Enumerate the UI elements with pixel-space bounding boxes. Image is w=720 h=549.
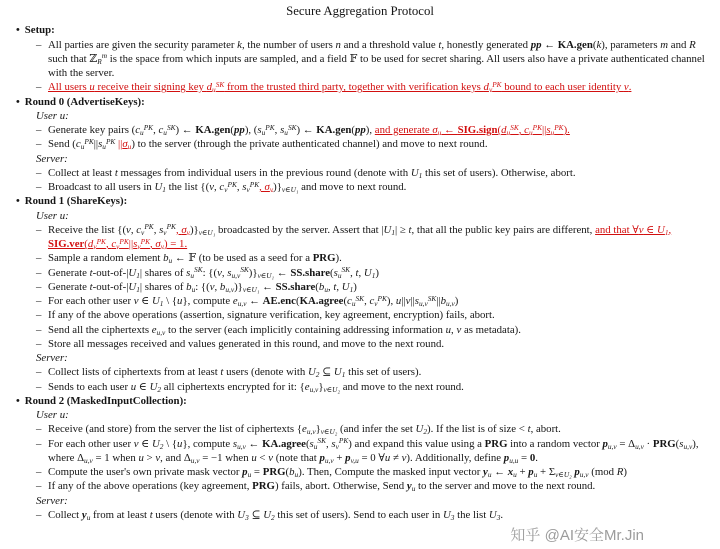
section-heading (7, 23, 713, 37)
protocol-step: – Send ($c_u^{PK}||s_u^{PK}$ $||\sigma_u$) to the server (through the private authenticated channel) and move to next round. (36, 136, 488, 152)
protocol-step: – Broadcast to all users in $U_1$ the list {(v, $c_v^{PK}$, $s_v^{PK}$, $\sigma_v)\}_{v\in U_1}$ and move to next round. (36, 179, 407, 195)
protocol-step: – Generate $t-out-of-|U_1|$ shares of $s_u^{SK}$: {(v, $s_{u,v}^{SK})\}_{v\in U_1}$ ← $SS.share(s_u^{SK}$, t, $U_1$) (36, 265, 379, 280)
protocol-step: – Collect $y_u$ from at least t users (denote with $U_3$ ⊆ $U_2$ this set of users). Send to each user in $U_3$ the list $U_3$. (36, 508, 504, 522)
protocol-section-0 (7, 23, 713, 94)
protocol-step: – Generate $t-out-of-|U_1|$ shares of $b_u$: {(v, $b_{u,v})\}_{v\in U_1}$ ← $SS.share(b_u$, t, $U_1$) (36, 280, 357, 294)
role-label: User u: (36, 209, 69, 222)
role-label: User u: (36, 409, 69, 421)
protocol-step: – If any of the above operations (key agreement, PRG) fails, abort. Otherwise, Send $y_u$ to the server and move to the next round. (36, 480, 596, 494)
section-heading (7, 194, 713, 208)
dash-marker: – (36, 280, 42, 293)
dash-marker: – (36, 508, 42, 521)
bullet-icon: • (16, 24, 20, 37)
protocol-step: – Sends to each user u ∈ $U_2$ all ciphertexts encrypted for it: $\{e_{u,v}\}_{v\in U_2}$ and move to the next round. (36, 380, 464, 394)
role-label: Server: (36, 152, 68, 165)
document-title: Secure Aggregation Protocol (286, 4, 434, 18)
dash-marker: – (36, 138, 42, 151)
bullet-icon: • (16, 195, 20, 208)
section-title: Round 2 (MaskedInputCollection): (24, 394, 187, 407)
protocol-step: – Send all the ciphertexts $e_{u,v}$ to the server (each implicitly containing addressing information u, v as metadata). (36, 323, 521, 337)
protocol-section-3 (7, 394, 713, 522)
role-label: Server: (36, 494, 68, 507)
protocol-step: – Collect at least t messages from individual users in the previous round (denote with $U_1$ this set of users). Otherwise, abort. (36, 166, 576, 180)
protocol-step: – If any of the above operations (assertion, signature verification, key agreement, encryption) fails, abort. (36, 309, 495, 322)
dash-marker: – (36, 81, 42, 94)
section-title: Round 1 (ShareKeys): (24, 195, 128, 208)
protocol-step: – Compute the user's own private mask vector $p_u = PRG(b_u)$. Then, Compute the masked input vector $y_u$ ← $x_u + p_u + \Sigma_{v\in U_2}$ $p_{u,v}$ (mod R) (36, 466, 627, 480)
protocol-step: – Collect lists of ciphertexts from at least t users (denote with $U_2$ ⊆ $U_1$ this set of users). (36, 366, 422, 380)
dash-marker: – (36, 366, 42, 379)
dash-marker: – (36, 166, 42, 179)
role-label: User u: (36, 109, 69, 122)
protocol-step: – Sample a random element $b_u$ ← 𝔽 (to be used as a seed for a PRG). (36, 252, 342, 266)
dash-marker: – (36, 295, 42, 307)
protocol-step: – For each other user v ∈ $U_2$ \ {u}, compute $s_{u,v}$ ← $KA.agree(s_u^{SK}$, $s_v^{PK}$) and expand this value using a PRG into a random vector $p_{u,v} = \Delta_{u,v} \cdot PRG(s_{u,v})$, where $\Delta_{u,v} = 1$ when u > v, and $\Delta_{u,v} = -1$ when u < v (note that $p_{u,v} + p_{v,u} = 0$ ∀u ≠ v). Additionally, define $p_{u,u} = 0$. (36, 436, 699, 465)
dash-marker: – (36, 309, 42, 322)
bullet-icon: • (16, 95, 20, 108)
watermark-text: 知乎 @AI安全Mr.Jin (510, 526, 644, 544)
dash-marker: – (36, 437, 42, 450)
dash-marker: – (36, 480, 42, 493)
dash-marker: – (36, 323, 42, 336)
protocol-step: – All users u receive their signing key $d_u^{SK}$ from the trusted third party, together with verification keys $d_v^{PK}$ bound to each user identity v. (36, 79, 632, 95)
dash-marker: – (36, 380, 42, 393)
dash-marker: – (36, 466, 42, 478)
role-label: Server: (36, 352, 68, 364)
protocol-step: – For each other user v ∈ $U_1$ \ {u}, compute $e_{u,v}$ ← $AE.enc(KA.agree(c_u^{SK}$, $c_v^{PK}$), $u||v||s_{u,v}^{SK}||b_{u,v}$) (36, 293, 459, 309)
section-heading (7, 95, 713, 109)
protocol-step: – All parties are given the security parameter k, the number of users n and a threshold value t, honestly generated pp ← KA.gen(k), parameters m and R such that ℤ$_R^m$ is the space from which inputs are sampled, and a field 𝔽 to be used for secret sharing. All users also have a private authenticated channel with the server. (36, 38, 705, 79)
protocol-step: – Receive (and store) from the server the list of ciphertexts $\{e_{u,v}\}_{v\in U_2}$ (and infer the set $U_2$). If the list is of size < t, abort. (36, 423, 561, 437)
dash-marker: – (36, 38, 42, 51)
bullet-icon: • (16, 394, 20, 407)
protocol-step: – Store all messages received and values generated in this round, and move to the next round. (36, 337, 445, 350)
dash-marker: – (36, 124, 42, 136)
dash-marker: – (36, 423, 42, 436)
section-title: Round 0 (AdvertiseKeys): (24, 95, 145, 108)
dash-marker: – (36, 337, 42, 350)
dash-marker: – (36, 266, 42, 279)
protocol-step: – Generate key pairs ($c_u^{PK}$, $c_u^{SK}$) ← KA.gen(pp), ($s_u^{PK}$, $s_u^{SK}$) ← KA.gen(pp), and generate $\sigma_u$ ← $SIG.sign(d_u^{SK}$, $c_u^{PK}||s_u^{PK}$). (36, 122, 570, 138)
section-heading (7, 394, 713, 408)
protocol-section-1 (7, 95, 713, 195)
protocol-section-2 (7, 194, 713, 394)
section-title: Setup: (24, 24, 55, 37)
dash-marker: – (36, 223, 42, 236)
protocol-step: – Receive the list {(v, $c_v^{PK}$, $s_v^{PK}$, $\sigma_v)\}_{v\in U_1}$ broadcasted by the server. Assert that $|U_1| \ge t$, that all the public key pairs are different, and that ∀v ∈ $U_1$, $SIG.ver(d_v^{PK}$, $c_v^{PK}||s_v^{PK}$, $\sigma_v) = 1$. (36, 222, 672, 252)
dash-marker: – (36, 252, 42, 265)
dash-marker: – (36, 181, 42, 193)
protocol-body (7, 23, 713, 522)
